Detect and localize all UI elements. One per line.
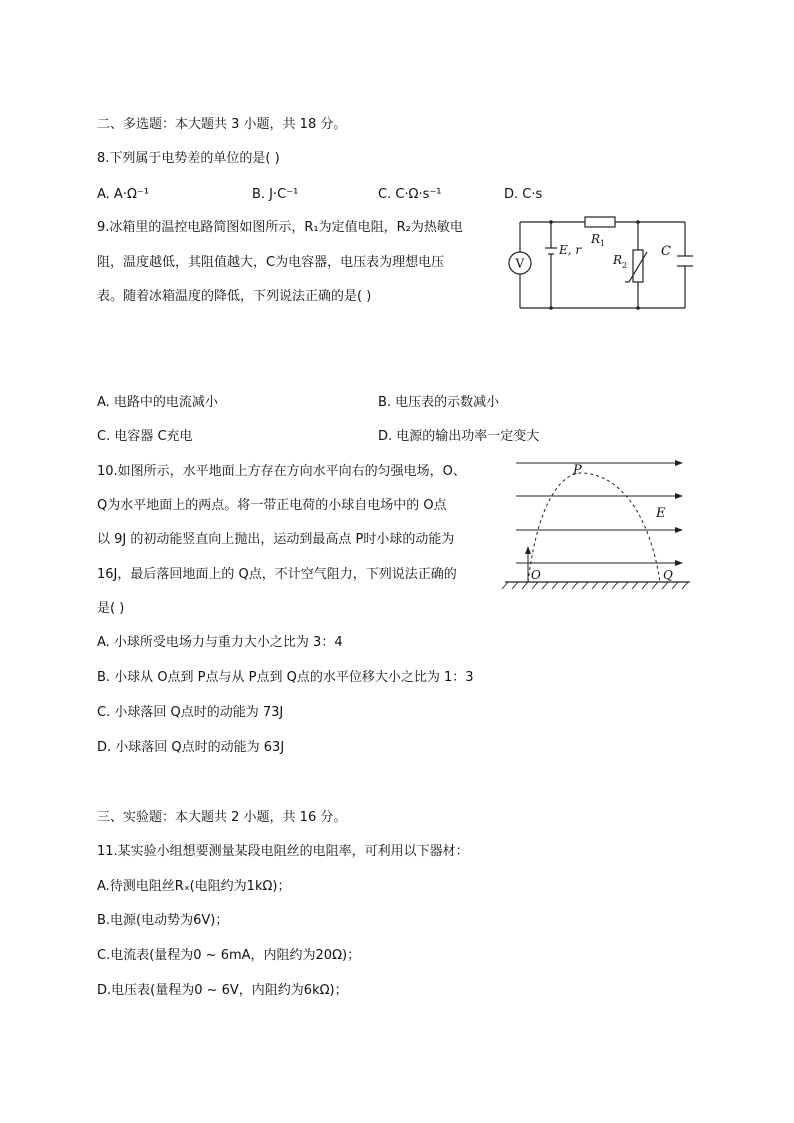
r1-subscript: 1 <box>600 239 606 248</box>
voltmeter-label: V <box>515 256 525 271</box>
r2-subscript: 2 <box>622 261 628 270</box>
r2-label: R <box>613 253 623 267</box>
question-10-stem-line-5: 是( ) <box>97 601 125 616</box>
question-9-option-a: A. 电路中的电流减小 <box>97 395 218 410</box>
question-10-option-b: B. 小球从 O点到 P点与从 P点到 Q点的水平位移大小之比为 1：3 <box>97 670 474 685</box>
question-9-option-d: D. 电源的输出功率一定变大 <box>378 429 540 444</box>
point-p-label: P <box>573 463 582 478</box>
question-11-item-c: C.电流表(量程为0 ~ 6mA，内阻约为20Ω)； <box>97 948 361 963</box>
question-9-stem-line-3: 表。随着冰箱温度的降低，下列说法正确的是( ) <box>97 289 372 304</box>
question-10-stem-line-3: 以 9J 的初动能竖直向上抛出，运动到最高点 P时小球的动能为 <box>97 532 455 547</box>
question-9-stem-line-1: 9.冰箱里的温控电路简图如图所示，R₁为定值电阻，R₂为热敏电 <box>97 220 463 235</box>
question-10-field-figure <box>500 455 695 595</box>
question-10-option-c: C. 小球落回 Q点时的动能为 73J <box>97 705 284 720</box>
question-11-item-d: D.电压表(量程为0 ~ 6V，内阻约为6kΩ)； <box>97 983 348 998</box>
question-10-option-a: A. 小球所受电场力与重力大小之比为 3：4 <box>97 635 343 650</box>
r1-label: R <box>591 232 601 246</box>
question-10-stem-line-4: 16J，最后落回地面上的 Q点，不计空气阻力，下列说法正确的 <box>97 567 457 582</box>
question-9-stem-line-2: 阻，温度越低，其阻值越大，C为电容器，电压表为理想电压 <box>97 255 445 270</box>
section-title-experiment: 三、实验题：本大题共 2 小题，共 16 分。 <box>97 810 347 825</box>
question-11-item-a: A.待测电阻丝Rₓ(电阻约为1kΩ)； <box>97 879 291 894</box>
capacitor-label: C <box>661 244 671 259</box>
point-q-label: Q <box>663 568 673 582</box>
question-10-stem-line-1: 10.如图所示，水平地面上方存在方向水平向右的匀强电场，O、 <box>97 464 466 479</box>
question-8-option-a: A. A·Ω⁻¹ <box>97 187 149 202</box>
question-11-item-b: B.电源(电动势为6V)； <box>97 913 229 928</box>
question-11-stem: 11.某实验小组想要测量某段电阻丝的电阻率，可利用以下器材： <box>97 844 469 859</box>
question-8-option-c: C. C·Ω·s⁻¹ <box>378 187 442 202</box>
question-8-stem: 8.下列属于电势差的单位的是( ) <box>97 151 280 166</box>
question-9-option-b: B. 电压表的示数减小 <box>378 395 500 410</box>
field-e-label: E <box>656 506 666 521</box>
section-title-multiple-choice: 二、多选题：本大题共 3 小题，共 18 分。 <box>97 117 347 132</box>
question-10-stem-line-2: Q为水平地面上的两点。将一带正电荷的小球自电场中的 O点 <box>97 498 447 513</box>
question-9-option-c: C. 电容器 C充电 <box>97 429 193 444</box>
question-8-option-b: B. J·C⁻¹ <box>252 187 299 202</box>
source-label: E, r <box>559 243 582 257</box>
question-9-circuit-figure <box>505 212 695 312</box>
point-o-label: O <box>531 568 541 582</box>
question-8-option-d: D. C·s <box>504 187 543 202</box>
ground-hatching <box>502 582 688 589</box>
question-10-option-d: D. 小球落回 Q点时的动能为 63J <box>97 740 285 755</box>
